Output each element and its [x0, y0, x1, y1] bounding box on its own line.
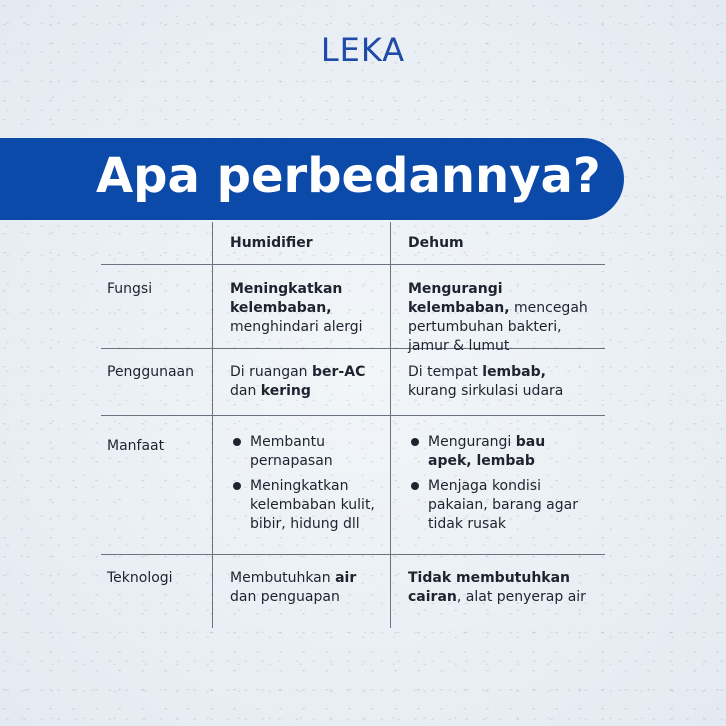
- row-divider: [101, 554, 605, 555]
- cell-text: kurang sirkulasi udara: [408, 383, 564, 399]
- cell-bold-text: kering: [260, 383, 311, 399]
- cell-text: Membantu pernapasan: [250, 434, 333, 469]
- cell-text: menghindari alergi: [230, 319, 363, 335]
- row-divider: [101, 415, 605, 416]
- cell-text: dan penguapan: [230, 589, 340, 605]
- list-item: [408, 433, 593, 471]
- cell-text: mencegah pertumbuhan bakteri, jamur & lumut: [408, 300, 588, 354]
- list-item: [230, 433, 390, 471]
- cell-text: Di ruangan: [230, 364, 312, 380]
- page-title: Apa perbedannya?: [96, 148, 601, 204]
- list-item: [230, 477, 390, 534]
- bullet-list: [230, 433, 390, 534]
- cell-penggunaan-humidifier: [230, 363, 380, 401]
- cell-fungsi-humidifier: [230, 280, 380, 337]
- row-label-fungsi: Fungsi: [107, 281, 153, 297]
- title-banner: [0, 138, 624, 220]
- column-header-humidifier: Humidifier: [230, 235, 313, 251]
- cell-bold-text: bau apek, lembab: [428, 434, 546, 469]
- list-item: [408, 477, 593, 534]
- cell-teknologi-dehum: [408, 569, 598, 607]
- bullet-list: [408, 433, 593, 534]
- cell-text: Membutuhkan: [230, 570, 336, 586]
- row-label-penggunaan: Penggunaan: [107, 364, 194, 380]
- bullet-icon: [233, 482, 241, 490]
- cell-penggunaan-dehum: [408, 363, 598, 401]
- cell-text: dan: [230, 383, 261, 399]
- cell-teknologi-humidifier: [230, 569, 380, 607]
- bullet-icon: [411, 438, 419, 446]
- cell-bold-text: air: [335, 570, 357, 586]
- column-divider: [212, 222, 213, 628]
- column-divider: [390, 222, 391, 628]
- bullet-icon: [411, 482, 419, 490]
- cell-bold-text: Meningkatkan kelembaban,: [230, 281, 343, 316]
- cell-manfaat-humidifier: [230, 433, 390, 540]
- cell-bold-text: lembab,: [482, 364, 546, 380]
- cell-text: Menjaga kondisi pakaian, barang agar tidak rusak: [428, 478, 578, 532]
- cell-manfaat-dehum: [408, 433, 593, 540]
- row-label-manfaat: Manfaat: [107, 438, 165, 454]
- cell-bold-text: Tidak membutuhkan cairan: [408, 570, 571, 605]
- cell-bold-text: Mengurangi kelembaban,: [408, 281, 510, 316]
- cell-text: Meningkatkan kelembaban kulit, bibir, hidung dll: [250, 478, 375, 532]
- cell-text: Di tempat: [408, 364, 483, 380]
- bullet-icon: [233, 438, 241, 446]
- comparison-table: [101, 222, 605, 628]
- brand-logo: LEKA: [320, 31, 406, 69]
- cell-text: Mengurangi: [428, 434, 516, 450]
- row-divider: [101, 264, 605, 265]
- cell-bold-text: ber-AC: [312, 364, 366, 380]
- row-label-teknologi: Teknologi: [107, 570, 173, 586]
- cell-fungsi-dehum: [408, 280, 598, 356]
- column-header-dehum: Dehum: [408, 235, 464, 251]
- cell-text: , alat penyerap air: [456, 589, 586, 605]
